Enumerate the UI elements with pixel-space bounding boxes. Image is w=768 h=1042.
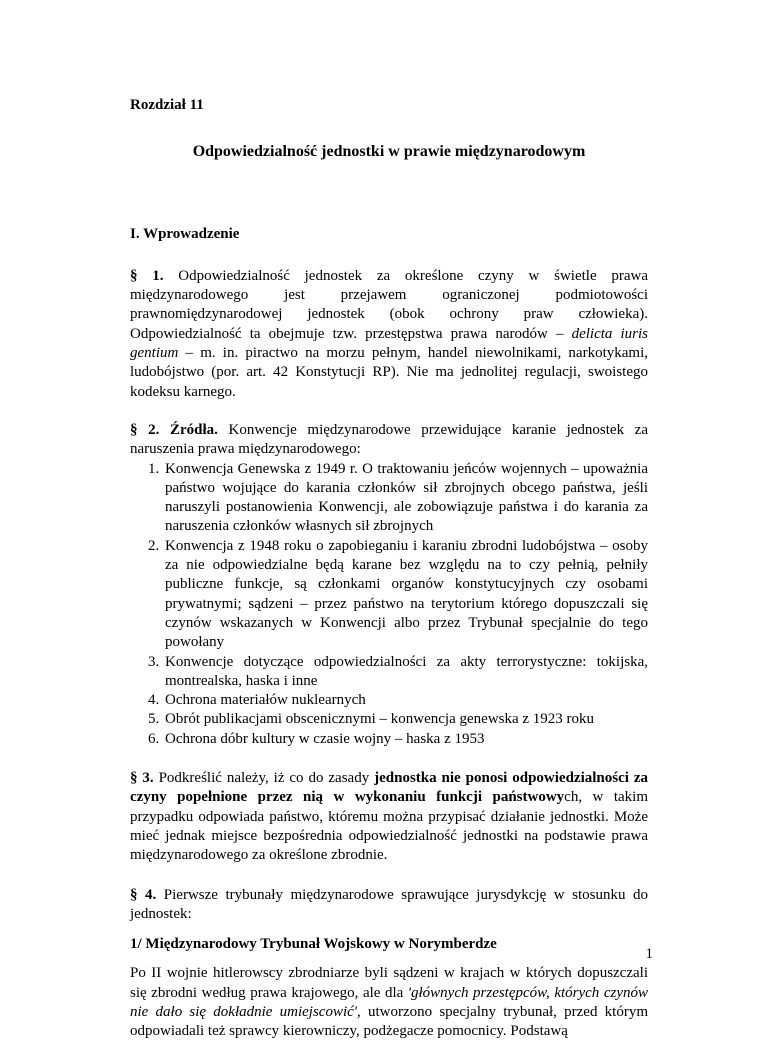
s3-bold: jednostka nie ponosi odpowiedzialności za czyny popełnione przez nią w wykonaniu funkcji państwowy — [130, 770, 648, 806]
s3-text-b: ch, w takim przypadku odpowiada państwo, któremu można przypisać działanie jednostki. Może mieć jednak miejsce bezpośrednia odpowiedzialność jednostki na podstawie prawa międzynarodowego za określone zbrodnie. — [130, 789, 648, 864]
section-heading: I. Wprowadzenie — [130, 225, 240, 242]
sources-list — [130, 460, 648, 749]
document-title: Odpowiedzialność jednostki w prawie międzynarodowym — [192, 143, 586, 161]
s1-italic: delicta iuris gentium — [130, 325, 649, 362]
s1-label: § 1. — [130, 267, 164, 284]
s3-text-a: Podkreślić należy, iż co do zasady — [153, 770, 375, 787]
nuremberg-text-a: Po II wojnie hitlerowscy zbrodniarze byli sądzeni w krajach w których dopuszczali się zbrodni według prawa krajowego, ale dla — [130, 965, 648, 1001]
document-body — [130, 96, 648, 1042]
list-item: 1. Konwencja Genewska z 1949 r. O traktowaniu jeńców wojennych – upoważnia państwo wojujące do karania członków sił zbrojnych obcego państwa, jeśli naruszyli postanowienia Konwencji, ale zobowiązuje państwa i do karania za naruszenia członków własnych sił zbrojnych — [163, 460, 648, 537]
subheading-nuremberg: 1/ Międzynarodowy Trybunał Wojskowy w Norymberdze — [130, 936, 497, 953]
list-item: 6. Ochrona dóbr kultury w czasie wojny – haska z 1953 — [163, 730, 648, 749]
s2-text: Konwencje międzynarodowe przewidujące karanie jednostek za naruszenia prawa międzynarodowego: — [130, 421, 648, 458]
paragraph-s4 — [130, 886, 648, 925]
paragraph-nuremberg — [130, 964, 648, 1041]
paragraph-s3 — [130, 769, 648, 865]
page-number: 1 — [645, 946, 653, 962]
s4-label: § 4. — [130, 886, 157, 903]
chapter-label: Rozdział 11 — [130, 97, 204, 113]
paragraph-s2 — [130, 421, 648, 460]
s1-text-a: Odpowiedzialność jednostek za określone czyny w świetle prawa międzynarodowego jest przejawem ograniczonej podmiotowości prawnomiędzynarodowej jednostek (obok ochrony praw człowieka). Odpowiedzialność ta obejmuje tzw. przestępstwa prawa narodów – — [130, 267, 648, 342]
list-item: 2. Konwencja z 1948 roku o zapobieganiu i karaniu zbrodni ludobójstwa – osoby za nie odpowiedzialne będą karane bez względu na to czy pełnią, pełniły publiczne funkcje, są członkami organów konstytucyjnych czy osobami prywatnymi; sądzeni – przez państwo na terytorium którego dopuszczali się czynów wskazanych w Konwencji albo przez Trybunał specjalnie do tego powołany — [163, 537, 648, 653]
s3-label: § 3. — [130, 770, 154, 787]
nuremberg-italic: 'głównych przestępców, których czynów nie dało się dokładnie umiejscowić' — [130, 984, 648, 1020]
s4-text: Pierwsze trybunały międzynarodowe sprawujące jurysdykcję w stosunku do jednostek: — [130, 886, 648, 922]
list-item: 3. Konwencje dotyczące odpowiedzialności za akty terrorystyczne: tokijska, montrealska, haska i inne — [163, 653, 648, 692]
list-item: 5. Obrót publikacjami obscenicznymi – konwencja genewska z 1923 roku — [163, 710, 648, 729]
nuremberg-text-b: , utworzono specjalny trybunał, przed którym odpowiadali też sprawcy kierowniczy, podżegacze pomocnicy. Podstawą — [130, 1003, 648, 1040]
list-item: 4. Ochrona materiałów nuklearnych — [163, 691, 648, 710]
s2-label: § 2. Źródła. — [130, 421, 218, 438]
s1-text-b: – m. in. piractwo na morzu pełnym, handel niewolnikami, narkotykami, ludobójstwo (por. art. 42 Konstytucji RP). Nie ma jednolitej regulacji, swoistego kodeksu karnego. — [130, 345, 648, 400]
paragraph-s1 — [130, 267, 648, 402]
